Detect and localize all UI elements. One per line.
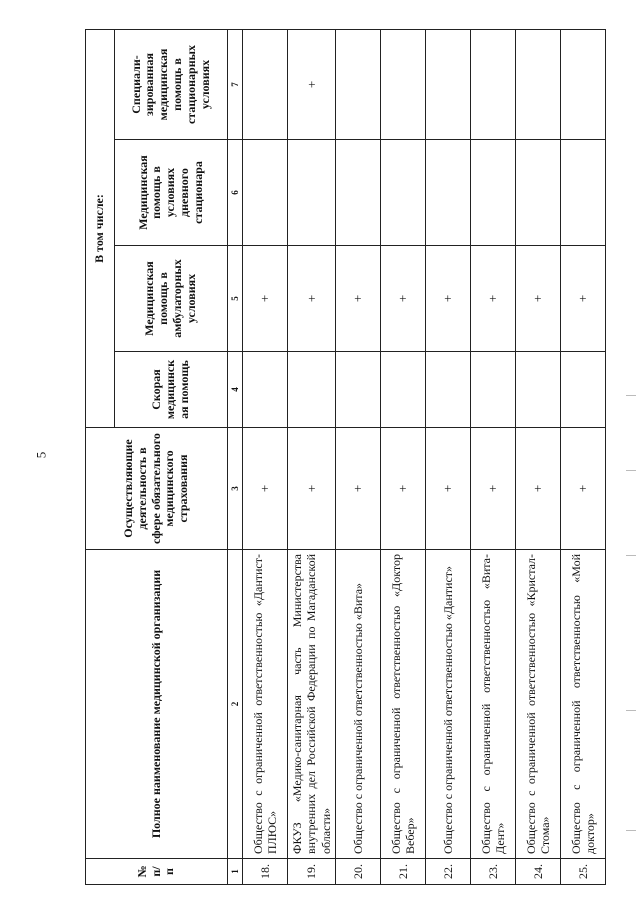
- outpatient-mark: +: [243, 246, 288, 352]
- specialized-mark: [426, 30, 471, 140]
- header-specialized: Специали-зированная медицинская помощь в стационарных условиях: [115, 30, 228, 140]
- table-row: [516, 30, 561, 885]
- day-hospital-mark: [561, 140, 606, 246]
- oms-mark: +: [336, 428, 381, 550]
- organization-name: Общество с ограниченной ответственностью «Дантист»: [426, 550, 471, 859]
- row-number: 23.: [471, 859, 516, 885]
- ambulance-mark: [381, 352, 426, 428]
- outpatient-mark: +: [288, 246, 336, 352]
- ambulance-mark: [516, 352, 561, 428]
- organization-name: Общество с ограниченной ответственностью «Вита»: [336, 550, 381, 859]
- day-hospital-mark: [336, 140, 381, 246]
- outpatient-mark: +: [516, 246, 561, 352]
- column-number: 4: [228, 352, 243, 428]
- column-number-row: [228, 30, 243, 885]
- column-number: 1: [228, 859, 243, 885]
- outpatient-mark: +: [426, 246, 471, 352]
- table-row: [336, 30, 381, 885]
- table-row: [561, 30, 606, 885]
- row-number: 20.: [336, 859, 381, 885]
- day-hospital-mark: [426, 140, 471, 246]
- ambulance-mark: [426, 352, 471, 428]
- row-number: 24.: [516, 859, 561, 885]
- header-name: Полное наименование медицинской организации: [86, 550, 228, 859]
- scan-margin-mark: [626, 555, 636, 556]
- day-hospital-mark: [381, 140, 426, 246]
- specialized-mark: [336, 30, 381, 140]
- rotated-table-wrapper: [85, 30, 620, 885]
- header-group: В том числе:: [86, 30, 115, 428]
- organization-name: Общество с ограниченной ответственностью «Дантист-ПЛЮС»: [243, 550, 288, 859]
- specialized-mark: [381, 30, 426, 140]
- row-number: 25.: [561, 859, 606, 885]
- header-ambulance: Скорая медицинск ая помощь: [115, 352, 228, 428]
- header-num: № п/п: [86, 859, 228, 885]
- oms-mark: +: [381, 428, 426, 550]
- outpatient-mark: +: [471, 246, 516, 352]
- specialized-mark: [561, 30, 606, 140]
- header-outpatient: Медицинская помощь в амбулаторных условиях: [115, 246, 228, 352]
- row-number: 21.: [381, 859, 426, 885]
- column-number: 2: [228, 550, 243, 859]
- row-number: 19.: [288, 859, 336, 885]
- specialized-mark: [471, 30, 516, 140]
- header-day-hospital: Медицинская помощь в условиях дневного стационара: [115, 140, 228, 246]
- organization-name: Общество с ограниченной ответственностью «Доктор Вебер»: [381, 550, 426, 859]
- oms-mark: +: [516, 428, 561, 550]
- day-hospital-mark: [288, 140, 336, 246]
- table-row: [288, 30, 336, 885]
- specialized-mark: +: [288, 30, 336, 140]
- oms-mark: +: [561, 428, 606, 550]
- ambulance-mark: [243, 352, 288, 428]
- header-oms: Осуществляющие деятельность в сфере обязательного медицинского страхования: [86, 428, 228, 550]
- scan-margin-mark: [626, 470, 636, 471]
- scan-margin-mark: [626, 830, 636, 831]
- outpatient-mark: +: [561, 246, 606, 352]
- outpatient-mark: +: [336, 246, 381, 352]
- oms-mark: +: [243, 428, 288, 550]
- page-number: 5: [33, 451, 49, 459]
- row-number: 18.: [243, 859, 288, 885]
- oms-mark: +: [426, 428, 471, 550]
- ambulance-mark: [336, 352, 381, 428]
- day-hospital-mark: [243, 140, 288, 246]
- day-hospital-mark: [471, 140, 516, 246]
- organization-name: Общество с ограниченной ответственностью «Вита-Дент»: [471, 550, 516, 859]
- scan-margin-mark: [626, 395, 636, 396]
- column-number: 7: [228, 30, 243, 140]
- day-hospital-mark: [516, 140, 561, 246]
- table-row: [381, 30, 426, 885]
- header-row-top: [86, 30, 115, 885]
- outpatient-mark: +: [381, 246, 426, 352]
- document-sheet: [85, 30, 620, 885]
- column-number: 5: [228, 246, 243, 352]
- table-row: [243, 30, 288, 885]
- specialized-mark: [516, 30, 561, 140]
- medical-organizations-table: [85, 29, 606, 885]
- table-row: [426, 30, 471, 885]
- column-number: 3: [228, 428, 243, 550]
- ambulance-mark: [471, 352, 516, 428]
- oms-mark: +: [471, 428, 516, 550]
- organization-name: Общество с ограниченной ответственностью «Кристал-Стома»: [516, 550, 561, 859]
- organization-name: Общество с ограниченной ответственностью «Мой доктор»: [561, 550, 606, 859]
- row-number: 22.: [426, 859, 471, 885]
- scan-margin-mark: [626, 710, 636, 711]
- ambulance-mark: [561, 352, 606, 428]
- ambulance-mark: [288, 352, 336, 428]
- column-number: 6: [228, 140, 243, 246]
- oms-mark: +: [288, 428, 336, 550]
- organization-name: ФКУЗ «Медико-санитарная часть Министерства внутренних дел Российской Федерации по Магаданской области»: [288, 550, 336, 859]
- specialized-mark: [243, 30, 288, 140]
- table-row: [471, 30, 516, 885]
